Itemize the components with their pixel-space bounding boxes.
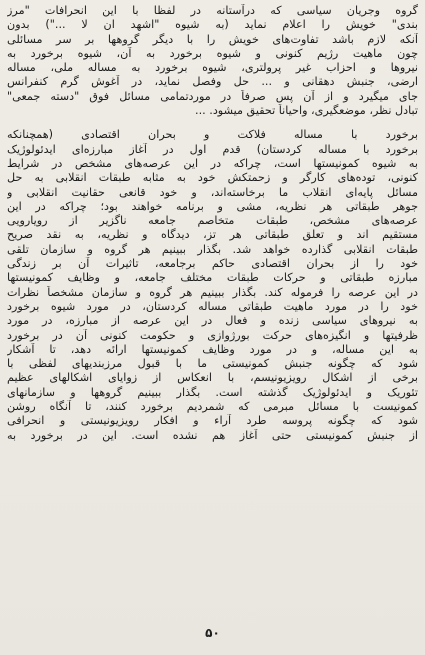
text-line: جوهر طبقاتی هر نظریه، مشی و برنامه خواهند بود؛ چراکه در این xyxy=(7,199,418,213)
text-line: برخی از اشکال رویزیونیسم، با انعکاس از زوایای اشکالهای عظیم xyxy=(7,371,418,385)
text-line: مبارزه طبقاتی و حرکات طبقات مختلف جامعه، و وظایف کمونیستها xyxy=(7,271,418,285)
text-line: تبادل نظر، موضعگیری، واحیاناً تحقیق میشود. ... xyxy=(195,104,418,118)
text-line: چون ماهیت رژیم کنونی و شیوه برخورد به آن، شیوه برخورد به xyxy=(7,46,418,60)
paragraph-gap xyxy=(7,118,418,128)
text-line: مستقیم اند و تعلق طبقاتی هر تز، دیدگاه و نظریه، به نقد صریح xyxy=(7,228,418,242)
text-line: شود که چگونه پروسه طرد آراء و افکار رویزیونیستی و انحرافی xyxy=(7,414,418,428)
text-line: شود که چگونه جنبش کمونیستی ما با قبول مرزبندیهای لفظی با xyxy=(7,357,418,371)
body-text xyxy=(7,4,418,443)
text-line: در این عرصه را فرموله کند. بگذار ببینیم هر گروه و سازمان مشخصاً نظرات xyxy=(7,285,418,299)
text-line: ظرفیتها و انگیزه‌های حرکت بورژوازی و حکومت کنونی آن در برخورد xyxy=(7,328,418,342)
text-line: خود را در مورد ماهیت طبقاتی مساله کردستان، در مورد شیوه برخورد xyxy=(7,299,418,313)
text-line: تئوریک و ایدئولوژیک گذشته است. بگذار ببینیم گروهها و سازمانهای xyxy=(7,385,418,399)
text-line: نیروها و احزاب غیر پرولتری، شیوه برخورد به مساله ملی، مساله xyxy=(7,61,418,75)
text-line: آنکه لازم باشد تفاوت‌های خویش را با دیگر گروهها بر سر مسائلی xyxy=(7,32,418,46)
page-number: ۵۰ xyxy=(205,626,220,640)
text-line: برخورد با مساله کردستان) قدم اول در آغاز مبارزه‌ای ایدئولوژیک xyxy=(7,142,418,156)
text-line: کنونی، توده‌های کارگر و زحمتکش خود به مثابه طبقات انقلابی به حل xyxy=(7,171,418,185)
text-line: بندی" خویش را اعلام نماید (به شیوه "اشهد ان لا ...") بدون xyxy=(7,18,418,32)
text-line: برخورد با مساله فلاکت و بحران اقتصادی (همچنانکه xyxy=(7,128,418,142)
text-line: به این مساله، و در مورد وظایف کمونیستها ارائه دهد، تا آشکار xyxy=(7,342,418,356)
text-line: گروه وجریان سیاسی که درآستانه در لفظا با این انحرافات "مرز xyxy=(7,4,418,17)
text-line: مسائل پایه‌ای انقلاب ما برخاسته‌اند، و خود قانعی حقانیت انقلابی و xyxy=(7,185,418,199)
text-line: خود را از بحران اقتصادی حاکم برجامعه، تاثیرات آن بر زندگی xyxy=(7,257,418,271)
text-line: کمونیست با مسائل مبرمی که شمردیم برخورد کنند، تا آنگاه روشن xyxy=(7,400,418,414)
text-line: جای میگیرد و از آن پس صرفاً در موردتمامی مسائل فوق "دسته جمعی" xyxy=(7,89,418,103)
text-line: ارضی، جنبش دهقانی و ... حل وفصل نماید، در آغوش گرم کنفرانس xyxy=(7,75,418,89)
text-line: از جنبش کمونیستی حتی آغاز هم نشده است. این در برخورد به xyxy=(7,428,418,442)
text-line: به نیروهای سیاسی زنده و فعال در این عرصه از مبارزه، در مورد xyxy=(7,314,418,328)
text-line: به شیوه کمونیستها است، چراکه در این عرصه‌های مشخص در شرایط xyxy=(7,156,418,170)
text-line: عرصه‌های مشخص، طبقات متخاصم جامعه ناگزیر از رویارویی xyxy=(7,214,418,228)
text-line: طبقات انقلابی گذارده خواهد شد. بگذار ببینیم هر گروه و سازمان تلقی xyxy=(7,242,418,256)
